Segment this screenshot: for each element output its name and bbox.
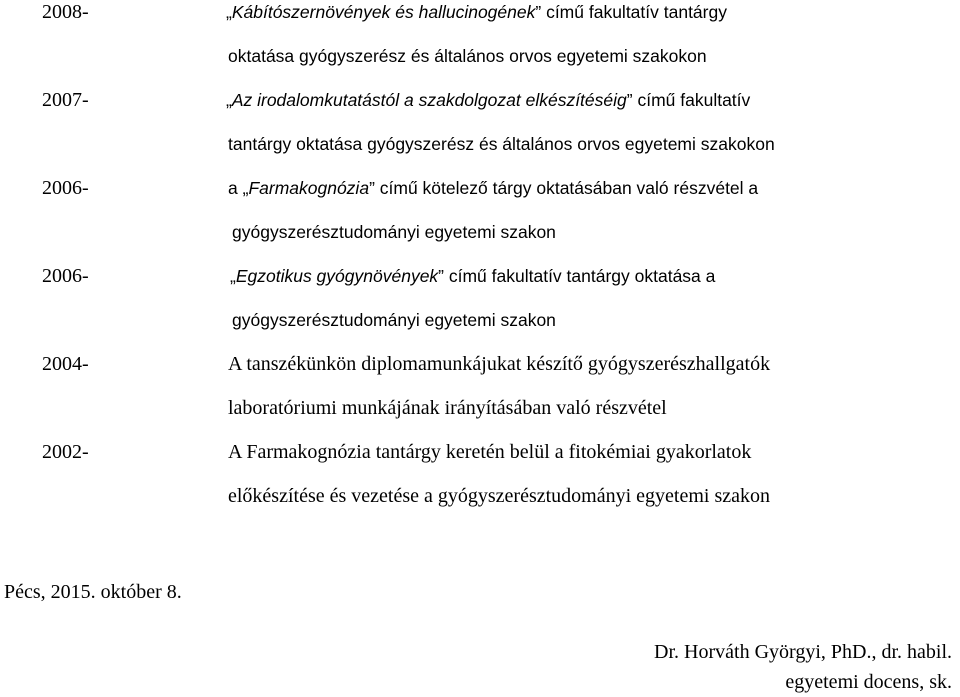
- open-quote: „: [242, 178, 249, 198]
- open-quote: „: [226, 90, 232, 110]
- entry-description-line: gyógyszerésztudományi egyetemi szakon: [232, 222, 556, 242]
- entry-year: 2006-: [42, 265, 89, 287]
- entry-description-line: A Farmakognózia tantárgy keretén belül a fitokémiai gyakorlatok: [228, 441, 752, 463]
- entry-description-text: című fakultatív: [632, 90, 751, 110]
- entry-description-text: című fakultatív tantárgy: [541, 2, 727, 22]
- open-quote: „: [226, 2, 232, 22]
- signature-title: egyetemi docens, sk.: [785, 671, 952, 693]
- open-quote: „: [230, 266, 236, 286]
- entry-description-line: oktatása gyógyszerész és általános orvos egyetemi szakokon: [228, 46, 707, 66]
- close-quote: ”: [369, 178, 375, 198]
- entry-description-text: a: [228, 178, 243, 198]
- signature-name: Dr. Horváth Györgyi, PhD., dr. habil.: [654, 641, 952, 663]
- place-date: Pécs, 2015. október 8.: [4, 581, 182, 603]
- entry-description-text: című fakultatív tantárgy oktatása a: [444, 266, 716, 286]
- entry-description-line: laboratóriumi munkájának irányításában való részvétel: [228, 397, 667, 419]
- entry-description-line: A tanszékünkön diplomamunkájukat készítő gyógyszerészhallgatók: [228, 353, 771, 375]
- entry-year: 2008-: [42, 1, 89, 23]
- entry-description-line: [226, 88, 946, 112]
- entry-description-line: gyógyszerésztudományi egyetemi szakon: [232, 310, 556, 330]
- entry-description-line: [228, 176, 948, 200]
- entry-year: 2007-: [42, 89, 89, 111]
- entry-description-line: [230, 264, 950, 288]
- entry-description-text: című kötelező tárgy oktatásában való részvétel a: [374, 178, 759, 198]
- entry-description-line: tantárgy oktatása gyógyszerész és általános orvos egyetemi szakokon: [228, 134, 775, 154]
- course-title: Farmakognózia: [248, 178, 370, 198]
- course-title: Kábítószernövények és hallucinogének: [231, 2, 536, 22]
- entry-description-line: [226, 0, 946, 24]
- entry-description-line: előkészítése és vezetése a gyógyszerésztudományi egyetemi szakon: [228, 485, 771, 507]
- entry-year: 2006-: [42, 177, 89, 199]
- entry-year: 2004-: [42, 353, 89, 375]
- close-quote: ”: [626, 90, 633, 110]
- close-quote: ”: [438, 266, 444, 286]
- course-title: Az irodalomkutatástól a szakdolgozat elkészítéséig: [231, 90, 627, 110]
- close-quote: ”: [535, 2, 542, 22]
- entry-year: 2002-: [42, 441, 89, 463]
- course-title: Egzotikus gyógynövények: [235, 266, 439, 286]
